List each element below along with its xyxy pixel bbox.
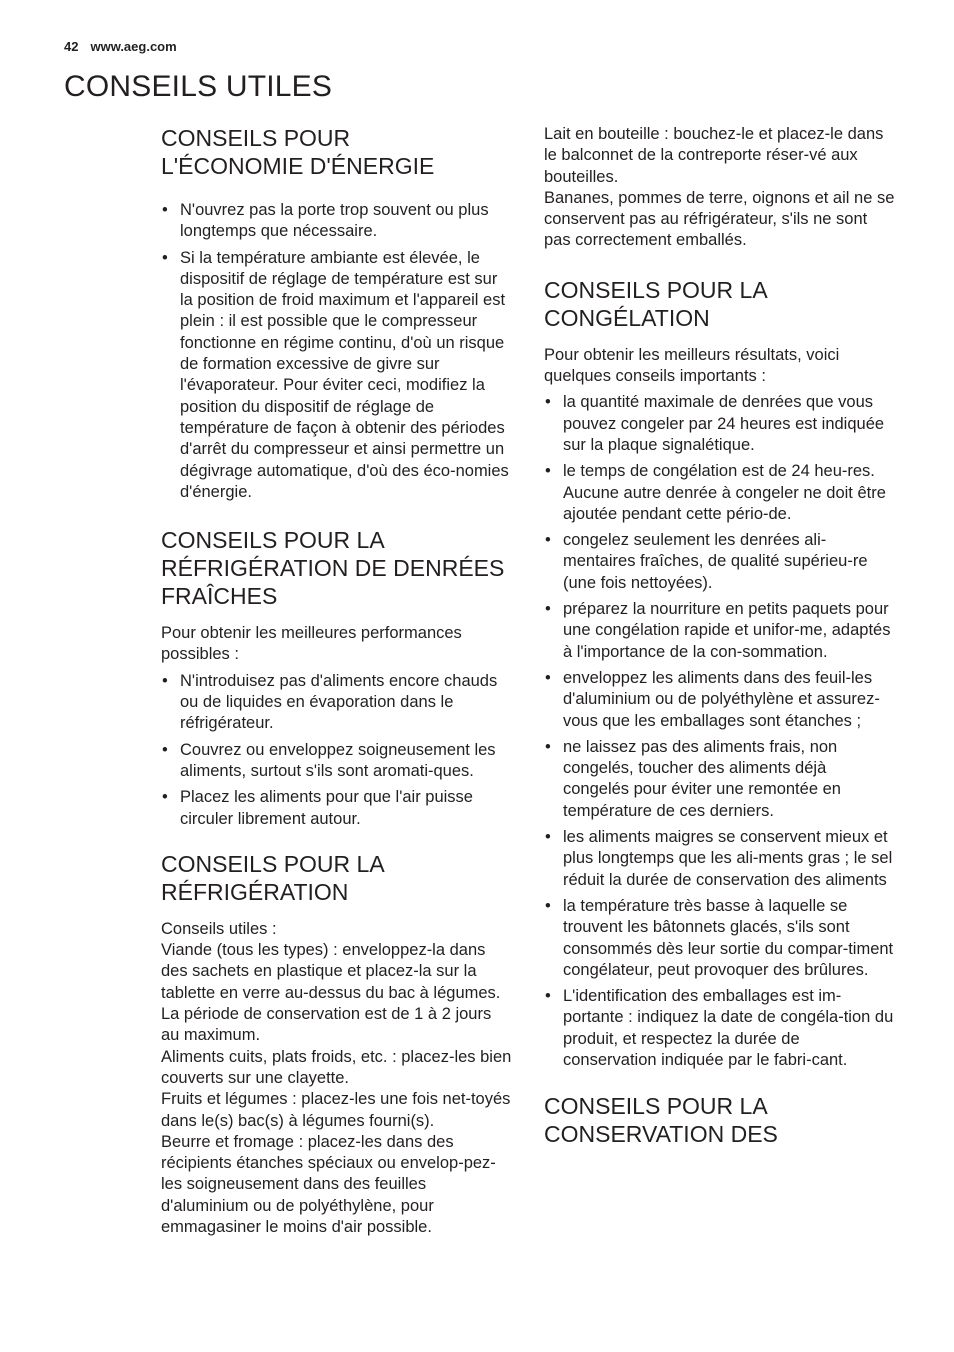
energy-saving-list	[161, 200, 513, 503]
heading-line: FRAÎCHES	[161, 583, 278, 610]
page-number: 42	[64, 39, 79, 54]
list-item: • enveloppez les aliments dans des feuil-les d'aluminium ou de polyéthylène et assurez-vous que les emballages sont étanches ;	[544, 668, 896, 732]
fresh-food-intro: Pour obtenir les meilleures performances possibles :	[161, 624, 462, 664]
heading-line: CONSERVATION DES	[544, 1121, 778, 1148]
list-item: • Couvrez ou enveloppez soigneusement les aliments, surtout s'ils sont aromati-ques.	[161, 740, 513, 783]
freezing-list	[544, 392, 896, 1071]
list-item: • N'ouvrez pas la porte trop souvent ou plus longtemps que nécessaire.	[161, 200, 513, 243]
paragraph-line: Bananes, pommes de terre, oignons et ail ne se conservent pas au réfrigérateur, s'ils ne sont pas correctement emballés.	[544, 188, 895, 250]
list-item: • ne laissez pas des aliments frais, non congelés, toucher des aliments déjà congelés pour éviter une remontée en température de ces derniers.	[544, 737, 896, 822]
heading-line: CONSEILS POUR LA	[161, 850, 385, 877]
paragraph-line: Fruits et légumes : placez-les une fois net-toyés dans le(s) bac(s) à légumes fourni(s).	[161, 1090, 511, 1130]
list-item: • Si la température ambiante est élevée, le dispositif de réglage de température est sur la position de froid maximum et l'appareil est plein : il est possible que le compresseur fonctionne en régime continu, d'où un risque de formation excessive de givre sur l'évaporateur. Pour éviter ceci, modifiez la position du dispositif de réglage de température de façon à obtenir des périodes d'arrêt du compresseur et ainsi permettre un dégivrage automatique, d'où des éco-nomies d'énergie.	[161, 248, 513, 504]
heading-line: CONSEILS POUR LA	[544, 1093, 768, 1120]
list-item: • le temps de congélation est de 24 heu-res. Aucune autre denrée à congeler ne doit être ajoutée pendant cette pério-de.	[544, 461, 896, 525]
website-url[interactable]: www.aeg.com	[90, 39, 177, 54]
storage-heading	[544, 1092, 896, 1148]
paragraph-line: Aliments cuits, plats froids, etc. : placez-les bien couverts sur une clayette.	[161, 1047, 512, 1087]
fresh-food-list	[161, 671, 513, 830]
refrigeration-section	[161, 850, 513, 1238]
paragraph-line: Beurre et fromage : placez-les dans des récipients étanches spéciaux ou envelop-pez-les soigneusement dans des feuilles d'aluminium ou de polyéthylène, pour emmagasiner le moins d'air possible.	[161, 1132, 496, 1236]
list-item: • les aliments maigres se conservent mieux et plus longtemps que les ali-ments gras ; le sel réduit la durée de conservation des aliments	[544, 827, 896, 891]
paragraph-line: La période de conservation est de 1 à 2 jours au maximum.	[161, 1005, 492, 1045]
fresh-food-heading	[161, 526, 513, 610]
heading-line: CONGÉLATION	[544, 304, 710, 331]
storage-section	[544, 1092, 896, 1148]
refrigeration-continued	[544, 124, 896, 252]
paragraph-line: Conseils utiles :	[161, 919, 277, 938]
heading-line: RÉFRIGÉRATION DE DENRÉES	[161, 555, 505, 582]
freezing-section	[544, 276, 896, 1072]
page-title: CONSEILS UTILES	[64, 70, 333, 103]
refrigeration-heading	[161, 850, 513, 906]
list-item: • congelez seulement les denrées ali-mentaires fraîches, de qualité supérieu-re (une fois nettoyées).	[544, 530, 896, 594]
page-header	[64, 39, 177, 54]
fresh-food-section	[161, 526, 513, 830]
right-column	[544, 124, 896, 1148]
list-item: • L'identification des emballages est im-portante : indiquez la date de congéla-tion du produit, et respectez la durée de conservation indiquée par le fabri-cant.	[544, 986, 896, 1071]
list-item: • la quantité maximale de denrées que vous pouvez congeler par 24 heures est indiquée sur la plaque signalétique.	[544, 392, 896, 456]
heading-line: CONSEILS POUR LA	[544, 276, 768, 303]
left-column	[161, 124, 513, 1238]
heading-line: CONSEILS POUR LA	[161, 527, 385, 554]
list-item: • la température très basse à laquelle se trouvent les bâtonnets glacés, s'ils sont consommés dès leur sortie du compar-timent congélateur, peut provoquer des brûlures.	[544, 896, 896, 981]
list-item: • N'introduisez pas d'aliments encore chauds ou de liquides en évaporation dans le réfrigérateur.	[161, 671, 513, 735]
heading-line: RÉFRIGÉRATION	[161, 878, 349, 905]
list-item: • Placez les aliments pour que l'air puisse circuler librement autour.	[161, 787, 513, 830]
freezing-heading	[544, 276, 896, 332]
heading-line: L'ÉCONOMIE D'ÉNERGIE	[161, 153, 435, 179]
energy-saving-section	[161, 124, 513, 503]
heading-line: CONSEILS POUR	[161, 125, 351, 151]
list-item: • préparez la nourriture en petits paquets pour une congélation rapide et unifor-me, adaptés à l'importance de la con-sommation.	[544, 599, 896, 663]
paragraph-line: Viande (tous les types) : enveloppez-la dans des sachets en plastique et placez-la sur la tablette en verre au-dessus du bac à légumes.	[161, 941, 501, 1002]
freezing-intro: Pour obtenir les meilleurs résultats, voici quelques conseils importants :	[544, 345, 840, 386]
energy-saving-heading	[161, 124, 513, 180]
paragraph-line: Lait en bouteille : bouchez-le et placez-le dans le balconnet de la contreporte réser-vé aux bouteilles.	[544, 125, 884, 186]
